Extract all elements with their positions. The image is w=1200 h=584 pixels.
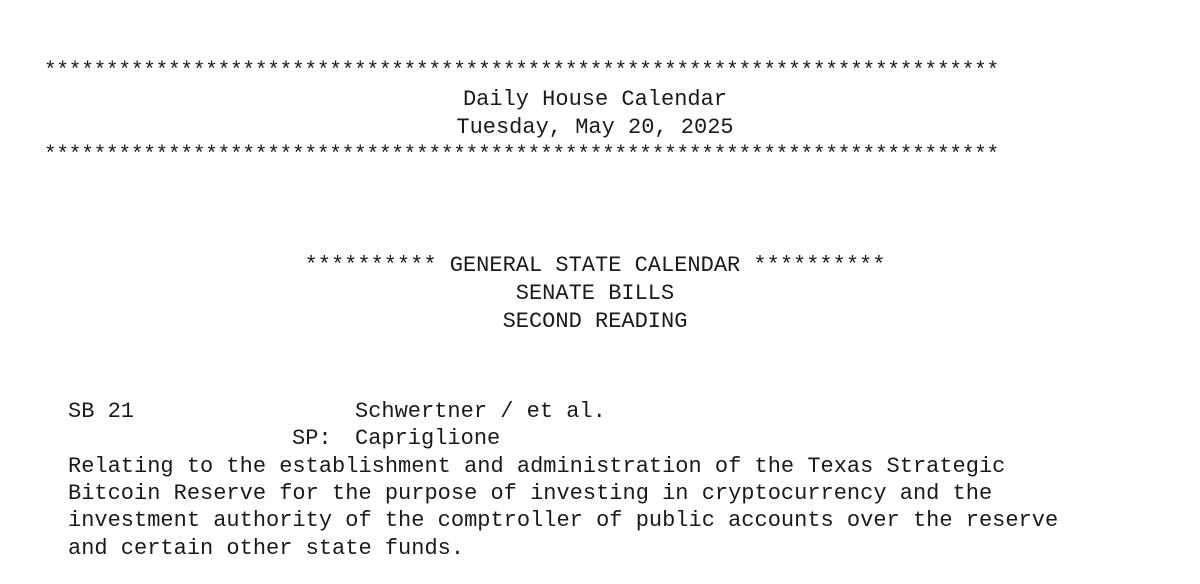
calendar-section-heading: ********** GENERAL STATE CALENDAR ********** [304,253,886,278]
bill-caption-line: investment authority of the comptroller of public accounts over the reserve [68,508,1059,533]
bill-caption-line: Bitcoin Reserve for the purpose of investing in cryptocurrency and the [68,481,993,506]
calendar-title: Daily House Calendar [462,87,728,112]
reading-heading: SECOND READING [502,309,688,334]
header-border-bottom: ***************************************************************************** [44,144,999,167]
bill-id: SB 21 [68,399,135,424]
bill-sponsor: Capriglione [355,426,501,451]
header-border-top: ***************************************************************************** [44,60,999,83]
bill-caption-line: and certain other state funds. [68,536,465,561]
bill-type-heading: SENATE BILLS [515,281,675,306]
calendar-date: Tuesday, May 20, 2025 [456,115,734,140]
bill-author: Schwertner / et al. [355,399,606,424]
sponsor-label: SP: [292,426,332,451]
bill-caption-line: Relating to the establishment and administration of the Texas Strategic [68,454,1006,479]
